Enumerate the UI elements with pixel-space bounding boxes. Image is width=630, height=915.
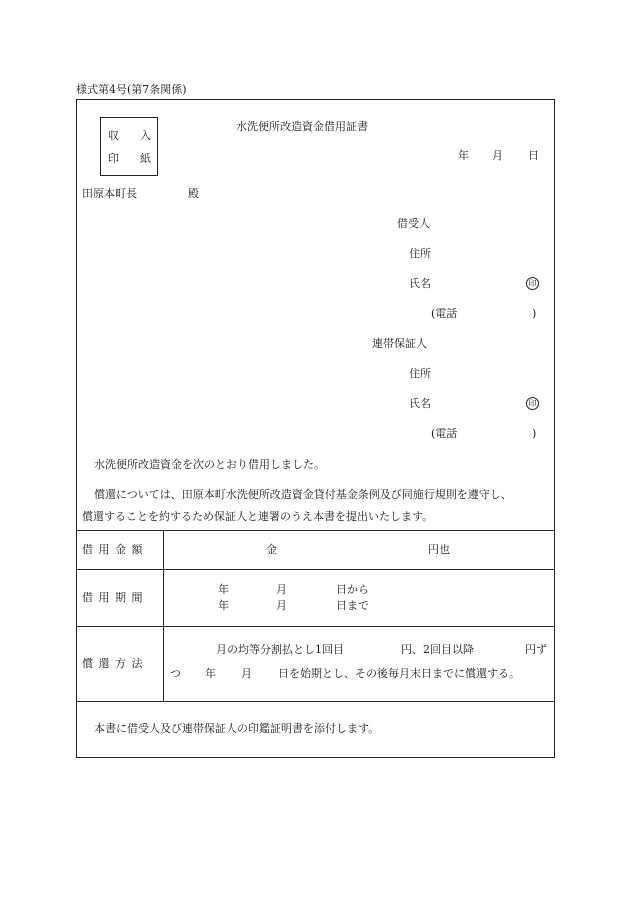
table-column-divider <box>163 530 164 701</box>
method-line2-a: つ <box>170 667 181 680</box>
stamp-char: 紙 <box>140 152 151 165</box>
method-line1-c: 円ず <box>525 643 547 656</box>
document-frame <box>76 99 555 758</box>
guarantor-address-label: 住所 <box>409 367 431 380</box>
borrower-name-label: 氏名 <box>409 277 431 290</box>
method-line2-c: 月 <box>241 667 252 680</box>
amount-prefix: 金 <box>266 543 277 556</box>
table-rule-3 <box>76 701 555 702</box>
body-paragraph-1: 水洗便所改造資金を次のとおり借用しました。 <box>94 458 325 471</box>
body-paragraph-2-line-2: 償還することを約するため保証人と連署のうえ本書を提出いたします。 <box>82 510 434 523</box>
addressee-honorific: 殿 <box>188 187 199 200</box>
method-line1-a: 月の均等分割払とし1回目 <box>216 643 344 656</box>
document-title: 水洗便所改造資金借用証書 <box>236 120 368 133</box>
borrower-heading: 借受人 <box>397 217 430 230</box>
borrower-phone-close: ) <box>532 307 537 320</box>
stamp-char: 入 <box>140 129 151 142</box>
guarantor-phone-close: ) <box>532 427 537 440</box>
borrower-phone-label: (電話 <box>431 307 458 320</box>
borrower-seal-icon: 印 <box>526 277 539 290</box>
period-from-month: 月 <box>276 583 287 596</box>
method-line2-b: 年 <box>205 667 216 680</box>
guarantor-seal-icon: 印 <box>526 397 539 410</box>
date-month: 月 <box>492 149 503 162</box>
guarantor-name-label: 氏名 <box>409 397 431 410</box>
method-line1-b: 円、2回目以降 <box>401 643 474 656</box>
stamp-char: 収 <box>108 129 119 142</box>
amount-suffix: 円也 <box>428 543 450 556</box>
borrower-address-label: 住所 <box>409 247 431 260</box>
amount-label: 借 用 金 額 <box>82 543 144 556</box>
form-label: 様式第4号(第7条関係) <box>76 83 187 96</box>
body-paragraph-2-line-1: 償還については、田原本町水洗便所改造資金貸付基金条例及び同施行規則を遵守し、 <box>94 488 512 501</box>
stamp-char: 印 <box>108 152 119 165</box>
method-line2-d: 日を始期とし、その後毎月末日までに償還する。 <box>278 667 520 680</box>
footer-note: 本書に借受人及び連帯保証人の印鑑証明書を添付します。 <box>94 722 380 735</box>
date-day: 日 <box>528 149 539 162</box>
addressee-name: 田原本町長 <box>82 187 137 200</box>
table-rule-2 <box>76 626 555 627</box>
period-to-year: 年 <box>218 599 229 612</box>
table-top-rule <box>76 530 555 531</box>
period-from-year: 年 <box>218 583 229 596</box>
guarantor-heading: 連帯保証人 <box>372 337 427 350</box>
method-label: 償 還 方 法 <box>82 657 144 670</box>
date-year: 年 <box>458 149 469 162</box>
period-from-day: 日から <box>336 583 369 596</box>
period-to-month: 月 <box>276 599 287 612</box>
table-rule-1 <box>76 569 555 570</box>
period-to-day: 日まで <box>336 599 369 612</box>
guarantor-phone-label: (電話 <box>431 427 458 440</box>
revenue-stamp-box <box>100 117 158 176</box>
period-label: 借 用 期 間 <box>82 591 144 604</box>
